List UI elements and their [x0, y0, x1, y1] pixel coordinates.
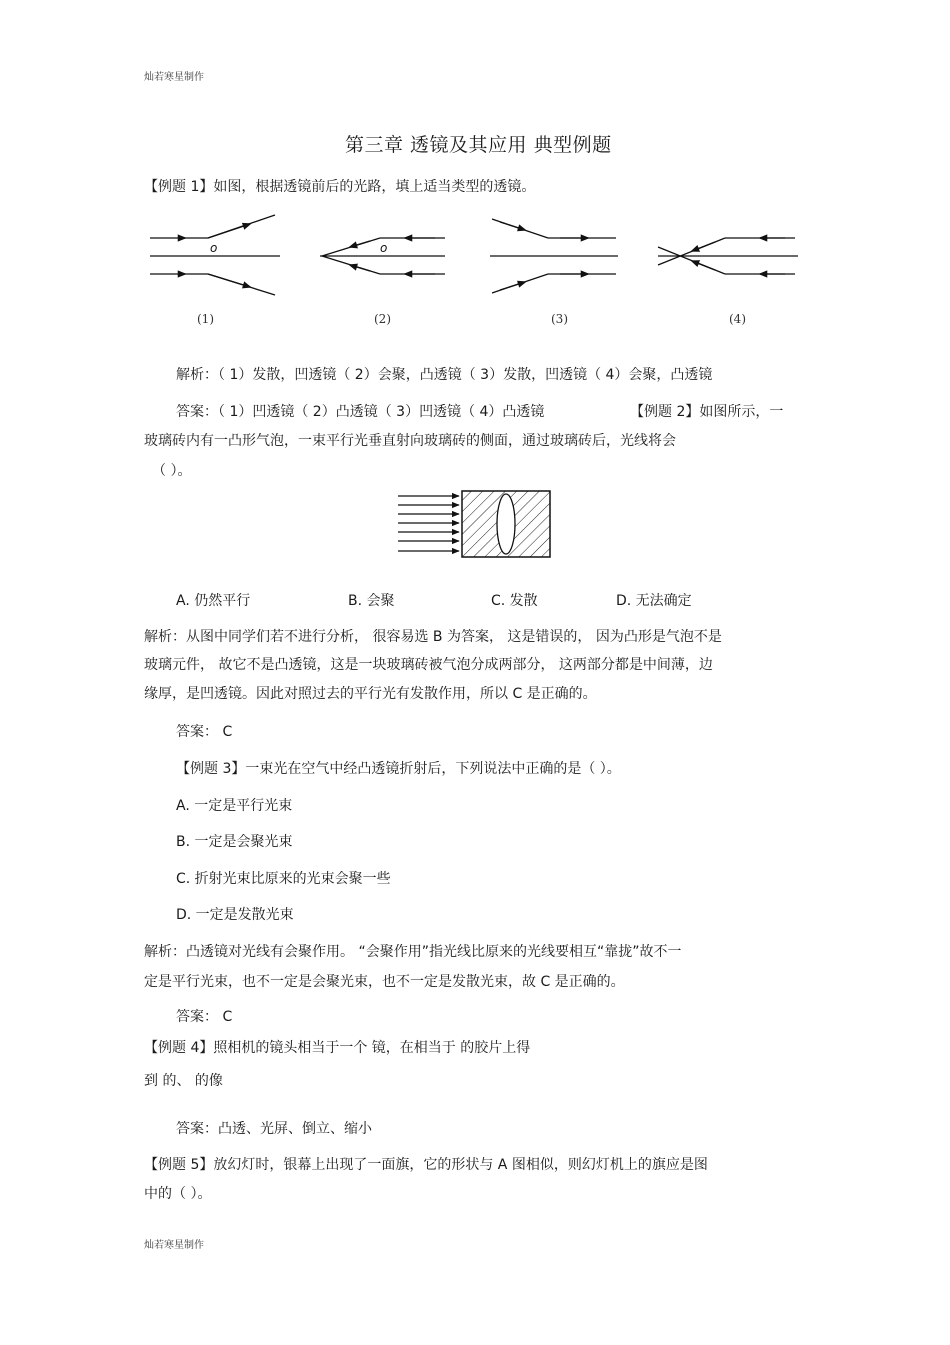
example-4-answer: 答案：凸透、光屏、倒立、缩小	[176, 1121, 372, 1137]
page-header: 灿若寒星制作	[144, 72, 204, 83]
example-3-prompt: 【例题 3】一束光在空气中经凸透镜折射后，下列说法中正确的是（ ）。	[176, 761, 621, 777]
example-3-analysis-line2: 定是平行光束，也不一定是会聚光束，也不一定是发散光束，故 C 是正确的。	[144, 974, 625, 990]
lens-diagram-2	[320, 238, 445, 274]
example-2-option-a: A. 仍然平行	[176, 593, 251, 609]
page-footer: 灿若寒星制作	[144, 1240, 204, 1251]
example-3-option-b: B. 一定是会聚光束	[176, 834, 293, 850]
example-2-option-c: C. 发散	[491, 593, 538, 609]
example-3-option-d: D. 一定是发散光束	[176, 907, 294, 923]
example-2-answer: 答案： C	[176, 724, 233, 740]
example-4-prompt-line2: 到 的、 的像	[144, 1073, 223, 1089]
example-2-analysis-line1: 解析：从图中同学们若不进行分析， 很容易选 B 为答案， 这是错误的， 因为凸形是气泡不是	[144, 629, 722, 645]
example-2-option-b: B. 会聚	[348, 593, 395, 609]
example-2-prompt-line2: 玻璃砖内有一凸形气泡，一束平行光垂直射向玻璃砖的侧面，通过玻璃砖后，光线将会	[144, 433, 676, 449]
diagram-label-2: (2)	[374, 312, 391, 326]
example-2-prompt-line3: （ ）。	[152, 463, 192, 479]
lens-diagram-4	[658, 238, 798, 274]
diagram-label-1: (1)	[197, 312, 214, 326]
origin-label-2: o	[380, 241, 388, 255]
diagram-label-4: (4)	[729, 312, 746, 326]
example-2-option-d: D. 无法确定	[616, 593, 692, 609]
example-1-prompt: 【例题 1】如图，根据透镜前后的光路，填上适当类型的透镜。	[144, 179, 536, 195]
example-1-answer: 答案：（ 1）凹透镜（ 2）凸透镜（ 3）凹透镜（ 4）凸透镜	[176, 404, 545, 420]
lens-diagram-1	[150, 215, 280, 295]
origin-label-1: o	[210, 241, 218, 255]
example-1-analysis: 解析：（ 1）发散，凹透镜（ 2）会聚，凸透镜（ 3）发散，凹透镜（ 4）会聚，凸透镜	[176, 367, 713, 383]
example-3-option-a: A. 一定是平行光束	[176, 798, 293, 814]
example-3-answer: 答案： C	[176, 1009, 233, 1025]
example-3-option-c: C. 折射光束比原来的光束会聚一些	[176, 871, 391, 887]
example-5-prompt-line2: 中的（ ）。	[144, 1186, 212, 1202]
example-4-prompt-line1: 【例题 4】照相机的镜头相当于一个 镜，在相当于 的胶片上得	[144, 1040, 531, 1056]
example-1-figure	[140, 205, 810, 335]
example-2-prompt-start: 【例题 2】如图所示，一	[630, 404, 784, 420]
diagram-label-3: (3)	[551, 312, 568, 326]
page-title: 第三章 透镜及其应用 典型例题	[345, 134, 612, 156]
glass-brick-figure	[395, 488, 555, 560]
example-2-analysis-line3: 缘厚，是凹透镜。因此对照过去的平行光有发散作用，所以 C 是正确的。	[144, 686, 597, 702]
lens-diagram-3	[490, 219, 618, 293]
example-5-prompt-line1: 【例题 5】放幻灯时，银幕上出现了一面旗，它的形状与 A 图相似，则幻灯机上的旗应是图	[144, 1157, 708, 1173]
example-2-analysis-line2: 玻璃元件， 故它不是凸透镜，这是一块玻璃砖被气泡分成两部分， 这两部分都是中间薄，边	[144, 657, 713, 673]
example-3-analysis-line1: 解析：凸透镜对光线有会聚作用。 “会聚作用”指光线比原来的光线要相互“靠拢”故不一	[144, 944, 682, 960]
